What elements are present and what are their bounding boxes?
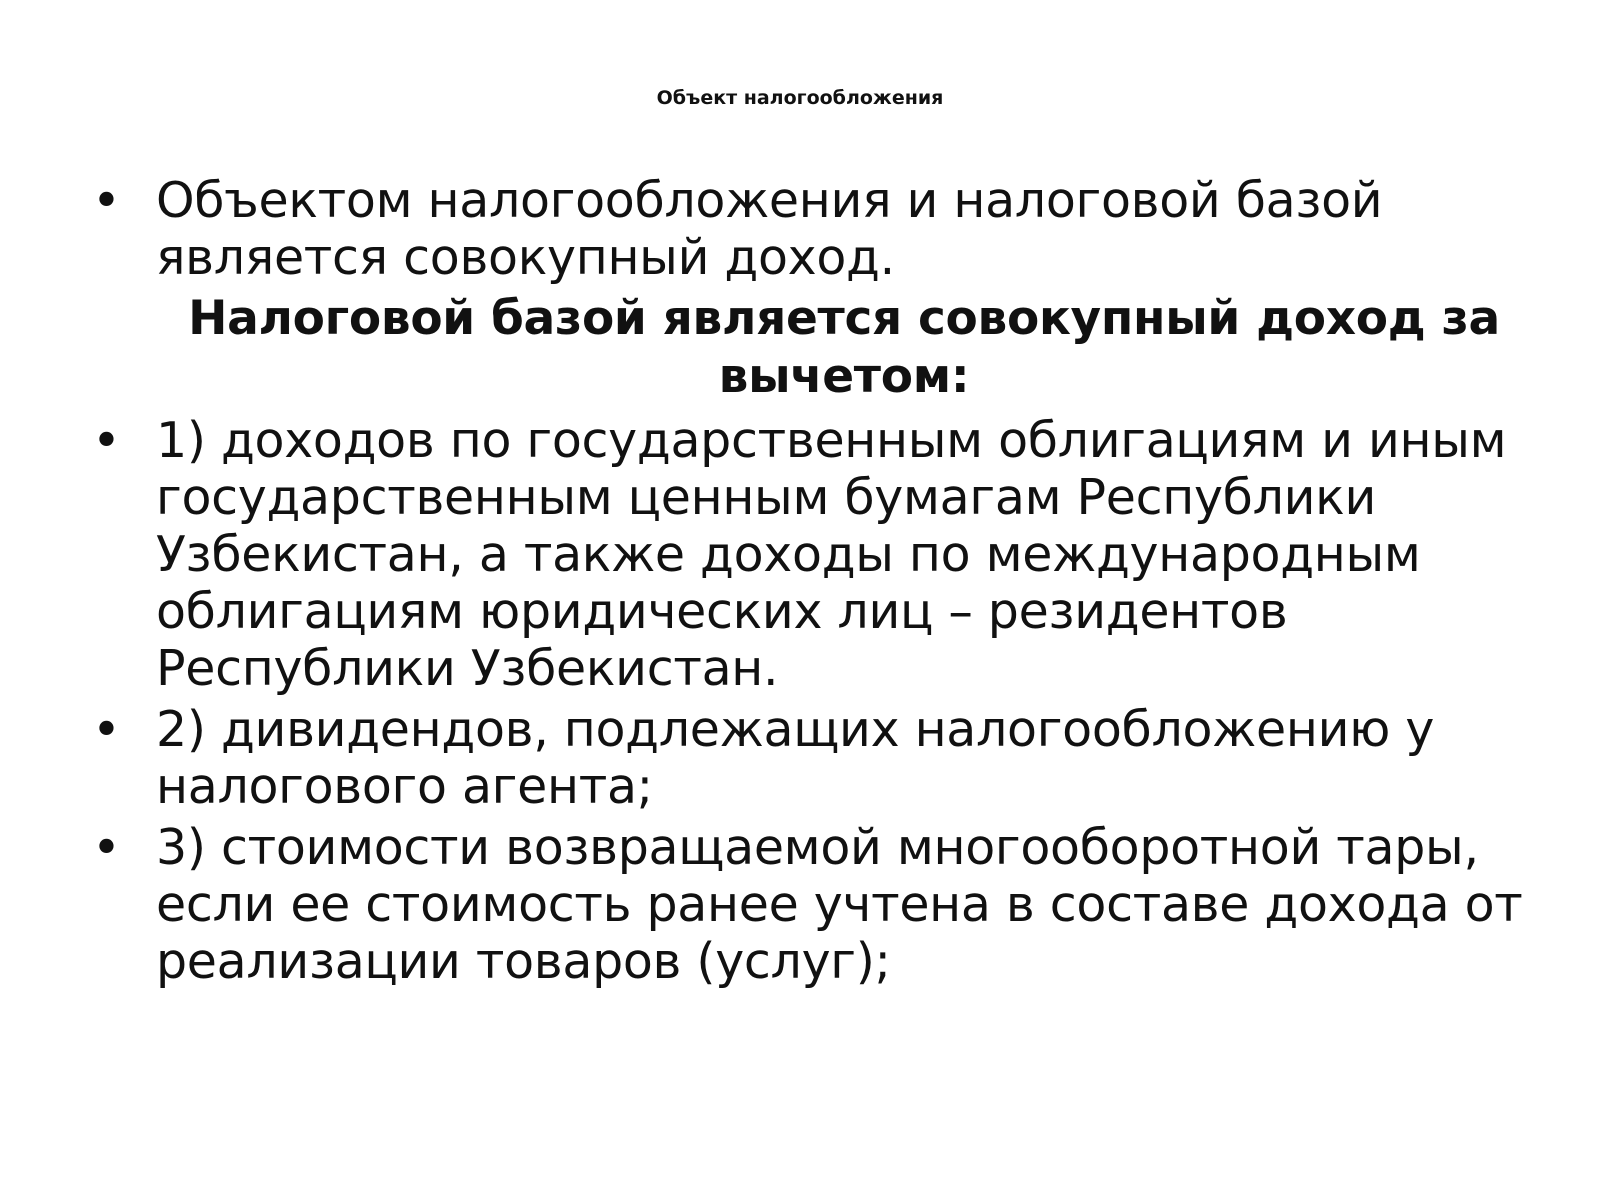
bullet-icon: • [92,819,121,876]
bullet-item-2 [92,701,1532,815]
bullet-icon: • [92,172,121,229]
bullet-item-3 [92,819,1532,990]
bullet-icon: • [92,412,121,469]
slide-title: Объект налогообложения [656,87,944,109]
slide-content [92,172,1532,994]
bullet-icon: • [92,701,121,758]
bullet-text: 2) дивидендов, подлежащих налогообложению у налогового агента; [156,701,1435,815]
bullet-text: Объектом налогообложения и налоговой базой является совокупный доход. [156,172,1383,286]
bullet-intro [92,172,1532,286]
bullet-item-1 [92,412,1532,697]
bullet-text: 1) доходов по государственным облигациям и иным государственным ценным бумагам Республики Узбекистан, а также доходы по международным облигациям юридических лиц – резидентов Республики Узбекистан. [156,412,1507,697]
bullet-text: 3) стоимости возвращаемой многооборотной тары, если ее стоимость ранее учтена в составе дохода от реализации товаров (услуг); [156,819,1523,990]
centered-heading: Налоговой базой является совокупный доход за вычетом: [188,291,1500,404]
